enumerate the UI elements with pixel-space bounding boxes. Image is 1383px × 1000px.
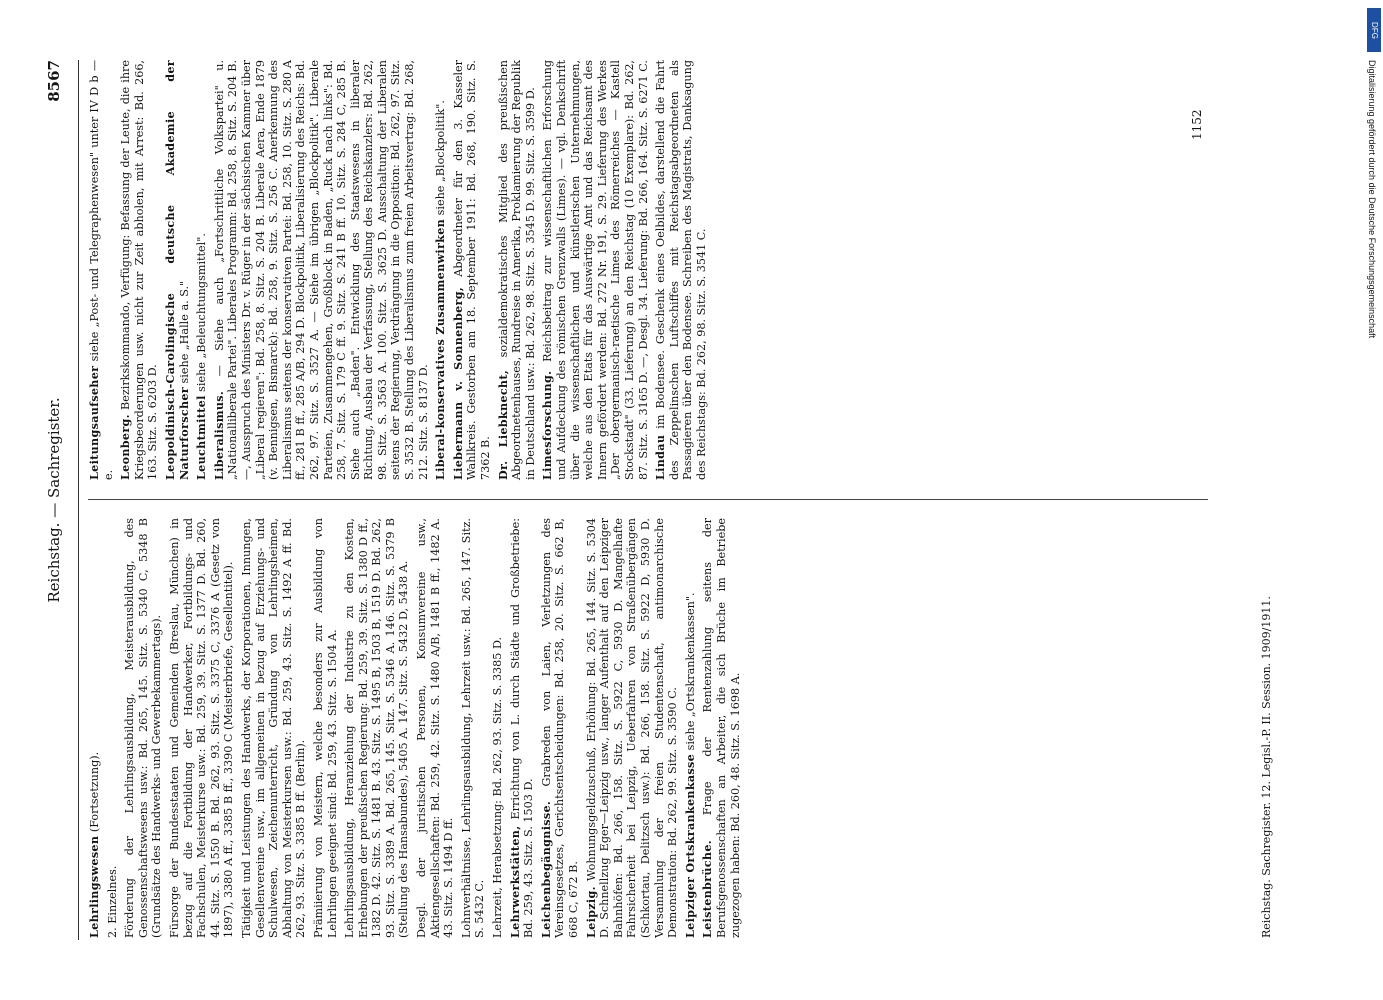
index-entry <box>701 518 742 938</box>
entry-text: siehe „Halle a. S." <box>177 280 191 384</box>
entry-text: Prämiierung von Meistern, welche besonders zur Ausbildung von Lehrlingen geeignet sind: Bd. 259, 43. Sitz. S. 1504 A. <box>311 518 339 938</box>
entry-text: Errichtung von L. durch Städte und Großbetriebe: Bd. 259, 43. Sitz. S. 1503 D. <box>508 518 536 938</box>
entry-heading: Leonberg. <box>118 414 133 480</box>
header-rule <box>78 60 79 940</box>
index-entry <box>168 518 236 938</box>
entry-text: Wohnungsgeldzuschuß, Erhöhung: Bd. 265, 144. Sitz. S. 5304 D. Schnellzug Eger—Leipzig usw., langer Aufenthalt auf den Leipziger Bahnhöfen: Bd. 266, 158. Sitz. S. 5922 C, 5930 D. Mangelhafte Fahrsicherheit bei Leipzig, Ueberfahren von Straßenübergängen (Schkortau, Delitzsch usw.): Bd. 266, 158. Sitz. S. 5922 D, 5930 D. Versammlung der freien Studentenschaft, antimonarchische Demonstration: Bd. 262, 99. Sitz. S. 3590 C. <box>584 518 680 938</box>
entry-heading: Liebermann v. Sonnenberg, <box>450 286 465 480</box>
dfg-stamp <box>1367 8 1381 52</box>
entry-text: Reichsbeitrag zur wissenschaftlichen Erforschung und Aufdeckung des römischen Grenzwalls (Limes). — vgl. Denkschrift über die wissenschaftlichen und künstlerischen Unternehmungen, welche aus den Etats für das Auswärtige Amt und das Reichsamt des Innern gefördert werden: Bd. 272 Nr. 191, S. 29. Lieferung des Werkes „Der obergermanisch-raetische Limes des Römerreiches — Kastell Stockstadt" (33. Lieferung) an den Reichstag (10 Exemplare): Bd. 262, 87. Sitz. S. 3165 D. —, Desgl. 34. Lieferung: Bd. 266, 164. Sitz. S. 6271 C. <box>541 60 650 480</box>
entry-text: Frage der Rentenzahlung seitens der Berufsgenossenschaften an Arbeiter, die sich Brüche im Betriebe zugezogen haben: Bd. 260, 48. Sitz. S. 1698 A. <box>701 517 742 938</box>
entry-heading: Leichenbegängnisse. <box>538 800 553 938</box>
index-entry <box>119 60 160 480</box>
index-entry <box>541 60 650 480</box>
index-entry <box>240 518 308 938</box>
entry-text: Bezirkskommando, Verfügung: Befassung der Leute, die ihre Kriegsbeorderungen usw. nicht zur Zeit abholen, mit Arrest: Bd. 266, 163. Sitz. S. 6203 D. <box>119 60 160 480</box>
index-entry <box>654 60 708 480</box>
entry-heading: Lehrlingswesen <box>87 835 101 938</box>
entry-heading: Leitungsaufseher <box>87 365 101 480</box>
entry-heading: Leipzig. <box>583 886 598 938</box>
header-title: Reichstag. — Sachregister. <box>45 397 63 603</box>
footer-line: Reichstag. Sachregister. 12. Legisl.-P. II. Session. 1909/1911. <box>1260 596 1273 938</box>
entry-heading: Leipziger Ortskrankenkasse <box>682 753 697 938</box>
index-entry <box>195 60 209 480</box>
entry-text: Abgeordneter für den 3. Kasseler Wahlkreis. Gestorben am 18. September 1911: Bd. 268, 190. Sitz. S. 7362 B. <box>451 60 493 480</box>
index-entry <box>509 518 536 938</box>
index-entry <box>491 518 505 938</box>
entry-text: siehe „Ortskrankenkassen". <box>683 592 697 751</box>
index-entry <box>434 60 448 480</box>
running-header <box>0 0 70 1000</box>
entry-text: Grabreden von Laien, Verletzungen des Vereinsgesetzes, Gerichtsentscheidungen: Bd. 258, 20. Sitz. S. 662 B, 668 C, 672 B. <box>539 518 580 938</box>
entry-text: Lehrlingsausbildung, Heranziehung der Industrie zu den Kosten, Erhebungen der preußischen Regierung: Bd. 259, 39. Sitz. S. 1380 D ff., 1382 D. 42. Sitz. S. 1481 B. 43. Sitz. S. 1495 B, 1503 B, 1519 D. Bd. 262, 93. Sitz. S. 3389 A. Bd. 265, 145. Sitz. S. 5346 A. 146. Sitz. S. 5379 B (Stellung des Hansabundes), 5405 A. 147. Sitz. S. 5432 D, 5438 A. <box>343 518 411 938</box>
entry-heading: Lehrwerkstätten, <box>507 825 522 938</box>
index-entry <box>123 518 164 938</box>
entry-text: Lohnverhältnisse, Lehrlingsausbildung, Lehrzeit usw.: Bd. 265, 147. Sitz. S. 5432 C. <box>459 518 487 938</box>
entry-text: (Fortsetzung). <box>88 751 101 833</box>
index-entry <box>540 518 581 938</box>
entry-heading: Liberalismus. <box>211 390 226 480</box>
entry-heading: Leistenbrüche. <box>700 840 715 938</box>
entry-heading: Dr. Liebknecht, <box>495 369 510 480</box>
page-number: 8567 <box>45 60 63 102</box>
index-entry <box>452 60 493 480</box>
entry-text: Fürsorge der Bundesstaaten und Gemeinden (Breslau, München) in bezug auf die Fortbildung der Handwerker, Fortbildungs- und Fachschulen, Meisterkurse usw.: Bd. 259, 39. Sitz. S. 1377 D. Bd. 260, 44. Sitz. S. 1550 B. Bd. 262, 93. Sitz. S. 3375 C, 3376 A (Gesetz von 1897), 3380 A ff., 3385 B ff., 3390 C (Meisterbriefe, Gesellentitel). <box>167 518 236 938</box>
folio-number: 1152 <box>1190 109 1204 140</box>
index-entry <box>88 518 102 938</box>
index-entry <box>343 518 411 938</box>
index-entry <box>213 60 431 480</box>
credit-text: Digitalisierung gefördert durch die Deutsche Forschungsgemeinschaft <box>1367 60 1377 339</box>
index-entry <box>497 60 538 480</box>
index-entry <box>88 60 115 480</box>
entry-text: sozialdemokratisches Mitglied des preußischen Abgeordnetenhauses, Rundreise in Amerika, Proklamierung der Republik in Deutschland usw.: Bd. 262, 98. Sitz. S. 3545 D. 99. Sitz. S. 3599 D. <box>496 60 537 480</box>
entry-text: Desgl. der juristischen Personen, Konsumvereine usw., Aktiengesellschaften: Bd. 259, 42. Sitz. S. 1480 A/B, 1481 B ff., 1482 A. 43. Sitz. S. 1494 D ff. <box>415 518 456 938</box>
left-column <box>88 518 746 938</box>
entry-text: siehe „Beleuchtungsmittel". <box>195 233 209 392</box>
entry-text: Tätigkeit und Leistungen des Handwerks, der Korporationen, Innungen, Gesellenvereine usw., im allgemeinen in bezug auf Erziehungs- und Schulwesen, Zeichenunterricht, Gründung von Lehrlingsheimen, Abhaltung von Meisterkursen usw.: Bd. 259, 43. Sitz. S. 1492 A ff. Bd. 262, 93. Sitz. S. 3385 B ff. (Berlin). <box>239 518 308 938</box>
index-entry <box>585 518 680 938</box>
column-divider <box>88 499 1208 500</box>
index-entry <box>460 518 487 938</box>
dfg-stamp-label: DFG <box>1369 21 1379 39</box>
digitization-credit <box>1365 60 1379 960</box>
entry-text: siehe „Blockpolitik". <box>434 100 448 216</box>
index-entry <box>312 518 339 938</box>
right-column <box>88 60 713 480</box>
entry-text: Förderung der Lehrlingsausbildung, Meisterausbildung, des Genossenschaftswesens usw.: Bd. 265, 145. Sitz. S. 5340 C, 5348 B (Grundsätze des Handwerks- und Gewerbekammertags). <box>123 518 164 938</box>
entry-heading: Limesforschung. <box>540 370 555 480</box>
entry-heading: Leuchtmittel <box>194 395 209 480</box>
entry-heading: Lindau <box>653 434 668 480</box>
entry-text: im Bodensee. Geschenk eines Oelbildes, darstellend die Fahrt des Zeppelinschen Luftschiffes mit Reichstagsabgeordneten als Passagieren über den Bodensee. Schreiben des Magistrats, Danksagung des Reichstags: Bd. 262, 98. Sitz. S. 3541 C. <box>654 59 708 480</box>
entry-text: — Siehe auch „Fortschrittliche Volkspartei" u. „Nationalliberale Partei". Liberales Programm: Bd. 258, 8. Sitz. S. 204 B. —, Ausspruch des Ministers Dr. v. Rüger in der sächsischen Kammer über „Liberal regieren": Bd. 258, 8. Sitz. S. 204 B. Liberale Aera, Ende 1879 (v. Bennigsen, Bismarck): Bd. 258, 9. Sitz. S. 256 C. Anerkennung des Liberalismus seitens der konservativen Partei: Bd. 258, 10. Sitz. S. 280 A ff., 281 B ff., 285 A/B, 294 D. Blockpolitik, Liberalisierung des Reichs: Bd. 262, 97. Sitz. S. 3527 A. — Siehe im übrigen „Blockpolitik". Liberale Parteien, Zusammengehen, Großblock in Baden, „Ruck nach links": Bd. 258, 7. Sitz. S. 179 C ff. 9. Sitz. S. 241 B ff. 10. Sitz. S. 284 C, 285 B. Siehe auch „Baden". Entwicklung des Staatswesens in liberaler Richtung, Ausbau der Verfassung, Stellung des Reichskanzlers: Bd. 262, 98. Sitz. S. 3563 A. 100. Sitz. S. 3625 D. Ausschaltung der Liberalen seitens der Regierung, Verdrängung in die Opposition: Bd. 262, 97. Sitz. S. 3532 B. Stellung des Liberalismus zum freien Arbeitsvertrag: Bd. 268, 212. Sitz. S. 8137 D. <box>212 60 430 480</box>
entry-heading: Leopoldinisch-Carolingische deutsche Akademie der Naturforscher <box>162 60 191 480</box>
entry-text: 2. Einzelnes. <box>105 865 119 938</box>
index-entry <box>164 60 191 480</box>
entry-text: siehe „Post- und Telegraphenwesen" unter IV D b — e. <box>88 59 115 480</box>
index-entry <box>106 518 120 938</box>
index-entry <box>684 518 698 938</box>
entry-text: Lehrzeit, Herabsetzung: Bd. 262, 93. Sitz. S. 3385 D. <box>491 636 505 938</box>
entry-heading: Liberal-konservatives Zusammenwirken <box>433 218 448 480</box>
index-entry <box>415 518 456 938</box>
